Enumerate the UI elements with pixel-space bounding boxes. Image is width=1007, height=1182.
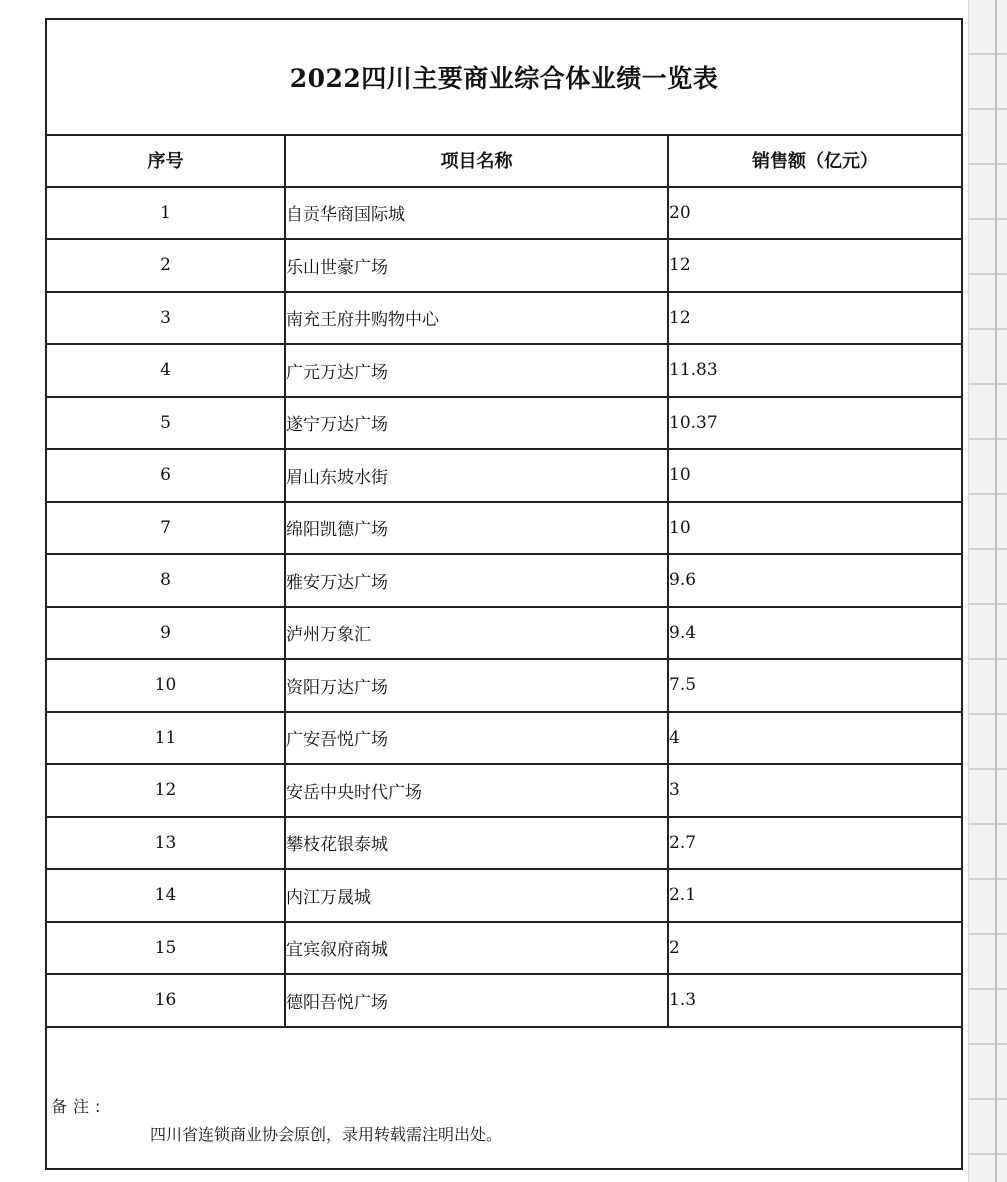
row-name: 广元万达广场 (285, 344, 668, 397)
page-title: 2022四川主要商业综合体业绩一览表 (289, 64, 719, 93)
header-row (47, 134, 961, 187)
row-index: 8 (47, 554, 285, 607)
row-name: 遂宁万达广场 (285, 397, 668, 450)
row-sales: 20 (668, 187, 961, 240)
table-row (47, 817, 961, 870)
table-row (47, 922, 961, 975)
row-name: 乐山世豪广场 (285, 239, 668, 292)
row-sales: 2.7 (668, 817, 961, 870)
row-index: 11 (47, 712, 285, 765)
row-name: 自贡华商国际城 (285, 187, 668, 240)
table-row (47, 397, 961, 450)
row-index: 15 (47, 922, 285, 975)
table-row (47, 712, 961, 765)
table-row (47, 659, 961, 712)
row-sales: 4 (668, 712, 961, 765)
row-sales: 2.1 (668, 869, 961, 922)
row-name: 眉山东坡水街 (285, 449, 668, 502)
row-name: 广安吾悦广场 (285, 712, 668, 765)
notes-label: 备注: (51, 1097, 107, 1116)
row-name: 内江万晟城 (285, 869, 668, 922)
notes-section (47, 1060, 961, 1168)
row-name: 南充王府井购物中心 (285, 292, 668, 345)
table-row (47, 974, 961, 1027)
row-sales: 10 (668, 502, 961, 555)
table-row (47, 344, 961, 397)
row-sales: 3 (668, 764, 961, 817)
title-cell (47, 20, 961, 136)
row-index: 16 (47, 974, 285, 1027)
table-body (47, 187, 961, 1027)
row-name: 资阳万达广场 (285, 659, 668, 712)
header-name: 项目名称 (285, 134, 668, 187)
row-name: 攀枝花银泰城 (285, 817, 668, 870)
row-index: 13 (47, 817, 285, 870)
row-sales: 1.3 (668, 974, 961, 1027)
notes-text: 四川省连锁商业协会原创，录用转载需注明出处。 (150, 1125, 503, 1144)
row-sales: 10 (668, 449, 961, 502)
table-row (47, 607, 961, 660)
row-name: 宜宾叙府商城 (285, 922, 668, 975)
row-index: 10 (47, 659, 285, 712)
row-index: 2 (47, 239, 285, 292)
row-index: 9 (47, 607, 285, 660)
row-sales: 11.83 (668, 344, 961, 397)
row-sales: 9.4 (668, 607, 961, 660)
row-index: 5 (47, 397, 285, 450)
row-sales: 12 (668, 239, 961, 292)
row-name: 泸州万象汇 (285, 607, 668, 660)
row-index: 6 (47, 449, 285, 502)
row-name: 安岳中央时代广场 (285, 764, 668, 817)
sales-table (47, 134, 961, 1028)
row-name: 德阳吾悦广场 (285, 974, 668, 1027)
table-sheet (45, 18, 963, 1170)
table-row (47, 502, 961, 555)
row-sales: 10.37 (668, 397, 961, 450)
table-row (47, 554, 961, 607)
row-index: 14 (47, 869, 285, 922)
row-sales: 7.5 (668, 659, 961, 712)
table-row (47, 764, 961, 817)
header-index: 序号 (47, 134, 285, 187)
row-sales: 2 (668, 922, 961, 975)
table-row (47, 869, 961, 922)
row-sales: 12 (668, 292, 961, 345)
row-name: 绵阳凯德广场 (285, 502, 668, 555)
page-edge-line (995, 0, 997, 1182)
header-sales: 销售额（亿元） (668, 134, 961, 187)
row-index: 1 (47, 187, 285, 240)
table-row (47, 449, 961, 502)
row-sales: 9.6 (668, 554, 961, 607)
row-name: 雅安万达广场 (285, 554, 668, 607)
row-index: 4 (47, 344, 285, 397)
table-row (47, 187, 961, 240)
table-row (47, 239, 961, 292)
row-index: 7 (47, 502, 285, 555)
adjacent-page-edge (968, 0, 1007, 1182)
row-index: 12 (47, 764, 285, 817)
table-row (47, 292, 961, 345)
row-index: 3 (47, 292, 285, 345)
